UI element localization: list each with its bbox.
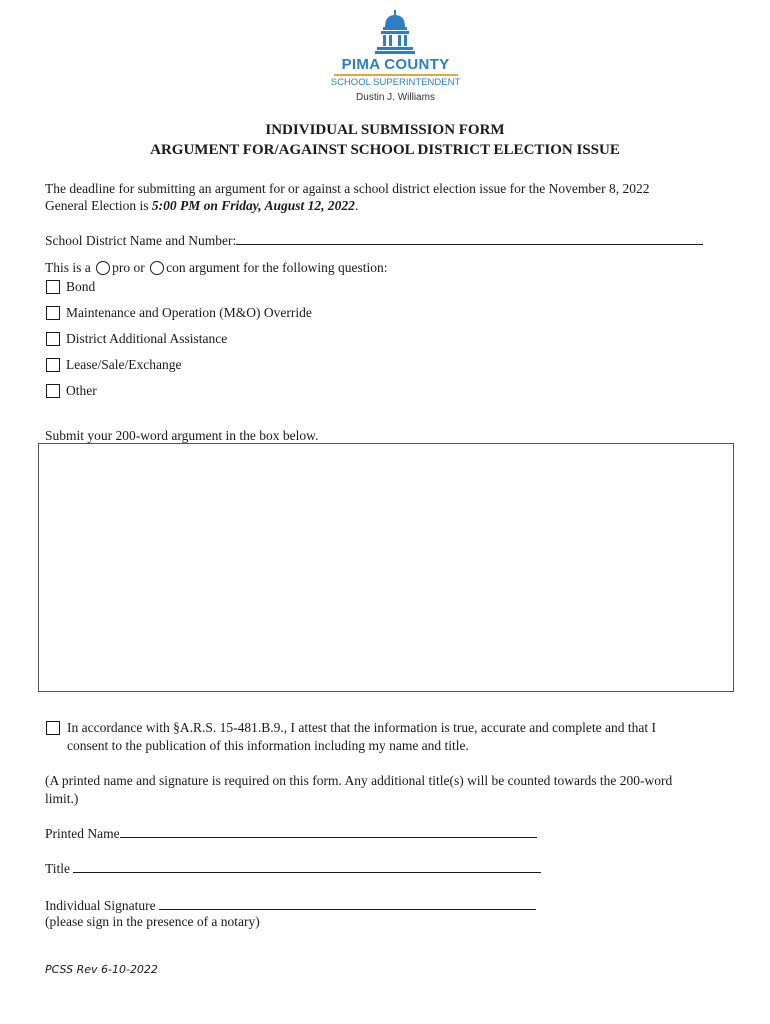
- county-logo: [328, 10, 463, 105]
- attest-text-line1: In accordance with §A.R.S. 15-481.B.9., I attest that the information is true, accurate and complete and that I: [67, 720, 656, 735]
- district-field-label: School District Name and Number:: [45, 233, 237, 248]
- note-line2: limit.): [45, 791, 79, 806]
- form-title: INDIVIDUAL SUBMISSION FORM: [265, 122, 505, 138]
- district-field-input[interactable]: [236, 231, 703, 245]
- bond-label: Bond: [66, 279, 96, 294]
- other-label: Other: [66, 383, 97, 398]
- pro-label: pro or: [112, 260, 145, 275]
- deadline-text-line1: The deadline for submitting an argument for or against a school district election issue for the November 8, 2022: [45, 181, 650, 196]
- attest-text-line2: consent to the publication of this information including my name and title.: [67, 738, 469, 753]
- note-line1: (A printed name and signature is required on this form. Any additional title(s) will be counted towards the 200-word: [45, 773, 673, 788]
- pro-radio[interactable]: [96, 261, 110, 275]
- capitol-dome-icon: [375, 10, 415, 56]
- signature-note: (please sign in the presence of a notary): [45, 914, 260, 929]
- question-prefix: This is a: [45, 260, 91, 275]
- signature-row: [45, 896, 536, 914]
- deadline-text-line2: [45, 197, 358, 214]
- con-label: con argument for the following question:: [166, 260, 388, 275]
- deadline-date: 5:00 PM on Friday, August 12, 2022: [151, 198, 355, 213]
- signature-input[interactable]: [159, 896, 536, 910]
- deadline-prefix: General Election is: [45, 198, 152, 213]
- printed-name-row: [45, 824, 537, 842]
- con-radio[interactable]: [150, 261, 164, 275]
- mo-override-label: Maintenance and Operation (M&O) Override: [66, 305, 312, 320]
- logo-county: PIMA COUNTY: [341, 56, 450, 73]
- title-input[interactable]: [73, 859, 541, 873]
- other-checkbox[interactable]: [46, 384, 60, 398]
- logo-superintendent-name: Dustin J. Williams: [356, 92, 435, 103]
- bond-checkbox[interactable]: [46, 280, 60, 294]
- district-field-row: [45, 231, 703, 249]
- deadline-suffix: .: [354, 198, 359, 213]
- attest-checkbox[interactable]: [46, 721, 60, 735]
- mo-override-checkbox[interactable]: [46, 306, 60, 320]
- district-assistance-checkbox[interactable]: [46, 332, 60, 346]
- title-label: Title: [45, 861, 71, 876]
- district-assistance-label: District Additional Assistance: [66, 331, 228, 346]
- argument-instruction: Submit your 200-word argument in the box below.: [45, 428, 319, 443]
- lease-sale-exchange-label: Lease/Sale/Exchange: [66, 357, 182, 372]
- logo-divider: [334, 74, 458, 76]
- signature-label: Individual Signature: [45, 898, 156, 913]
- revision-footer: PCSS Rev 6-10-2022: [45, 963, 158, 976]
- pro-con-row: [45, 259, 387, 276]
- form-subtitle: ARGUMENT FOR/AGAINST SCHOOL DISTRICT ELECTION ISSUE: [150, 142, 620, 158]
- printed-name-label: Printed Name: [45, 826, 120, 841]
- logo-office: SCHOOL SUPERINTENDENT: [330, 77, 461, 88]
- printed-name-input[interactable]: [120, 824, 537, 838]
- argument-textarea[interactable]: [38, 443, 734, 692]
- lease-sale-exchange-checkbox[interactable]: [46, 358, 60, 372]
- title-row: [45, 859, 541, 877]
